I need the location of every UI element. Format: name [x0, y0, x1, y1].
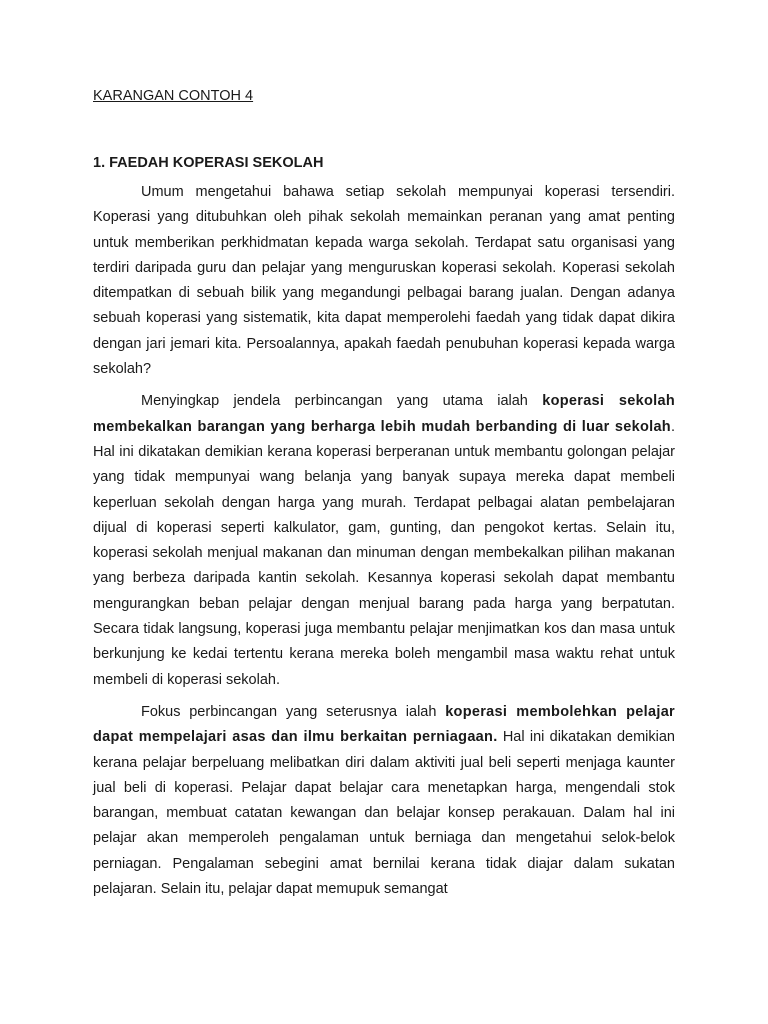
paragraph-lead: Fokus perbincangan yang seterusnya ialah [141, 703, 446, 720]
paragraph-elaboration: . Hal ini dikatakan demikian kerana koperasi berperanan untuk membantu golongan pelajar yang tidak mempunyai wang belanja yang banyak supaya mereka dapat membeli keperluan sekolah dengan harga yang murah. Terdapat pelbagai alatan pembelajaran dijual di koperasi seperti kalkulator, gam, gunting, dan pengokot kertas. Selain itu, koperasi sekolah menjual makanan dan minuman dengan membekalkan pilihan makanan yang berbeza daripada kantin sekolah. Kesannya koperasi sekolah dapat membantu mengurangkan beban pelajar dengan menjual barang pada harga yang berpatutan. Secara tidak langsung, koperasi juga membantu pelajar menjimatkan kos dan masa untuk berkunjung ke kedai tertentu kerana mereka boleh mengambil masa waktu rehat untuk membeli di koperasi sekolah. [93, 418, 675, 688]
paragraph-elaboration: Hal ini dikatakan demikian kerana pelajar berpeluang melibatkan diri dalam aktiviti jual beli seperti menjaga kaunter jual beli di koperasi. Pelajar dapat belajar cara menetapkan harga, mengendali stok barangan, membuat catatan kewangan dan belajar konsep perakauan. Dalam hal ini pelajar akan memperoleh pengalaman untuk berniaga dan mengetahui selok-belok perniagan. Pengalaman sebegini amat bernilai kerana tidak diajar dalam sukatan pelajaran. Selain itu, pelajar dapat memupuk semangat [93, 729, 675, 898]
section-heading: 1. FAEDAH KOPERASI SEKOLAH [93, 155, 324, 171]
paragraph-lead: Menyingkap jendela perbincangan yang utama ialah [141, 393, 543, 410]
paragraph-intro [93, 180, 675, 382]
paragraph-point-1 [93, 389, 675, 693]
paragraph-point-2 [93, 700, 675, 902]
document-title: KARANGAN CONTOH 4 [93, 88, 254, 104]
document-page [93, 86, 675, 909]
paragraph-key-point: koperasi membolehkan pelajar dapat mempelajari asas dan ilmu berkaitan perniagaan. [93, 703, 676, 746]
paragraph-key-point: koperasi sekolah membekalkan barangan yang berharga lebih mudah berbanding di luar sekolah [93, 393, 675, 435]
paragraph-text: Umum mengetahui bahawa setiap sekolah mempunyai koperasi tersendiri. Koperasi yang ditubuhkan oleh pihak sekolah memainkan peranan yang amat penting untuk memberikan perkhidmatan kepada warga sekolah. Terdapat satu organisasi yang terdiri daripada guru dan pelajar yang menguruskan koperasi sekolah. Koperasi sekolah ditempatkan di sebuah bilik yang megandungi pelbagai barang jualan. Dengan adanya sebuah koperasi yang sistematik, kita dapat memperolehi faedah yang tidak dapat dikira dengan jari jemari kita. Persoalannya, apakah faedah penubuhan koperasi kepada warga sekolah? [93, 184, 675, 378]
